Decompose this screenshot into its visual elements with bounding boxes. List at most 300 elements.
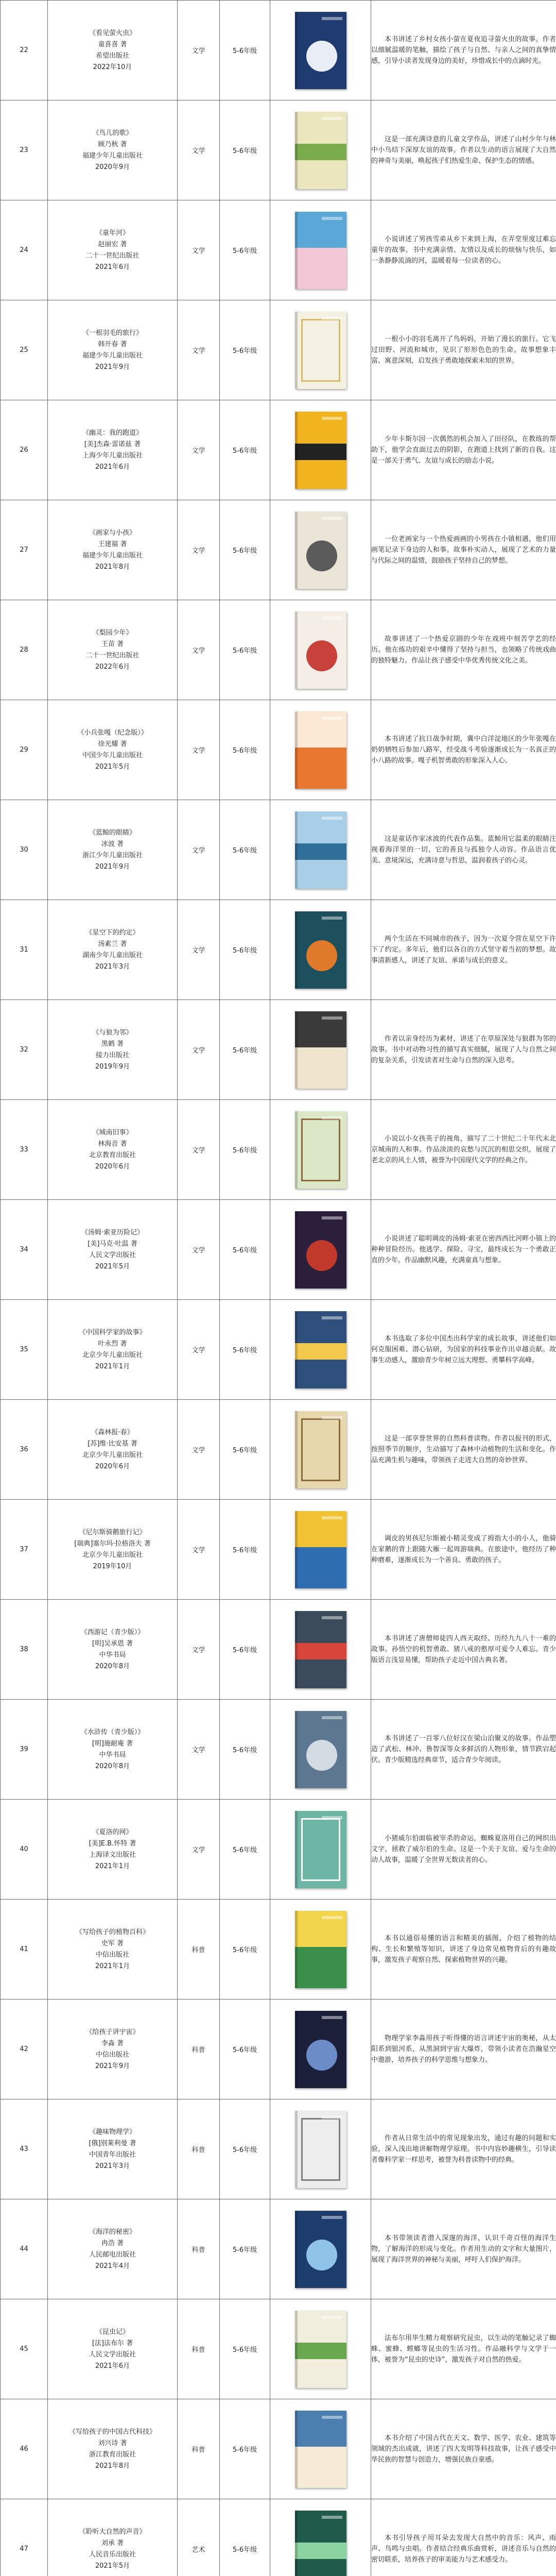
book-publisher: 人民邮电出版社 [89,2250,136,2259]
book-publish-date: 2020年6月 [95,1162,130,1171]
cover-art [306,1240,337,1271]
book-row [1,300,556,400]
book-cover-cell [270,2399,371,2499]
book-grade: 5-6年级 [220,100,270,200]
book-description: 这是童话作家冰波的代表作品集。蓝鲸用它温柔的眼睛注视着海洋里的一切，它的善良与孤独令人动容。作品语言优美、意境深远，充满诗意与哲思，温润着孩子的心灵。 [371,800,556,900]
book-category: 文学 [178,600,220,700]
book-cover-image [295,1311,346,1388]
book-author: 王苗 著 [101,640,124,648]
cover-spine [295,911,298,989]
book-author: [俄]别莱利曼 著 [89,2139,136,2147]
book-info [48,2099,178,2199]
book-cover-cell [270,500,371,600]
book-cover-cell [270,1999,371,2099]
book-info [48,900,178,1000]
book-category: 文学 [178,1500,220,1600]
book-author: 赵丽宏 著 [98,240,127,248]
book-publisher: 浙江少年儿童出版社 [82,851,143,859]
book-grade: 5-6年级 [220,200,270,300]
book-number: 29 [1,700,48,800]
book-category: 文学 [178,1000,220,1100]
book-info [48,2399,178,2499]
book-description: 本书引导孩子用耳朵去发现大自然中的音乐：风声、雨声、鸟鸣与虫唱。作者结合经典乐曲赏析，讲述音乐与自然的密切联系，培养孩子的审美能力与艺术感受力。 [371,2499,556,2576]
cover-art [295,444,346,460]
cover-highlight [322,17,342,20]
book-cover-cell [270,1500,371,1600]
book-publish-date: 2020年6月 [95,1462,130,1470]
book-publisher: 上海译文出版社 [89,1851,136,1859]
cover-spine [295,212,298,289]
book-publisher: 二十一世纪出版社 [85,251,140,260]
book-cover-cell [270,1800,371,1900]
book-cover-image [295,2011,346,2088]
book-grade: 5-6年级 [220,700,270,800]
cover-art [295,2543,346,2559]
book-row [1,1900,556,1999]
cover-spine [295,711,298,789]
book-info [48,1999,178,2099]
book-cover-image [295,1811,346,1888]
book-cover-cell [270,1300,371,1400]
book-cover-cell [270,1200,371,1300]
book-grade: 5-6年级 [220,2299,270,2399]
cover-art [306,940,337,971]
book-number: 37 [1,1500,48,1600]
book-info [48,2499,178,2576]
book-cover-image [295,2111,346,2188]
cover-highlight [322,317,342,320]
book-category: 文学 [178,300,220,400]
book-info [48,1,178,100]
book-description: 本书讲述了抗日战争时期，冀中白洋淀地区的少年张嘎在奶奶牺牲后参加八路军，经受战斗考验逐渐成长为一名真正的小八路的故事。嘎子机智勇敢的形象深入人心。 [371,700,556,800]
cover-art [295,843,346,860]
book-number: 22 [1,1,48,100]
book-publish-date: 2021年3月 [95,2162,130,2170]
book-row [1,1,556,100]
book-cover-cell [270,600,371,700]
book-info [48,1700,178,1800]
book-grade: 5-6年级 [220,600,270,700]
cover-spine [295,2311,298,2388]
book-cover-cell [270,800,371,900]
book-row [1,2199,556,2299]
book-row [1,1100,556,1200]
book-description: 法布尔用毕生精力观察研究昆虫，以生动的笔触记录了蜘蛛、蜜蜂、螳螂等昆虫的生活习性。作品融科学与文学于一体，被誉为“昆虫的史诗”，激发孩子对自然的热爱。 [371,2299,556,2399]
book-author: 韩开春 著 [98,340,127,348]
book-publisher: 人民文学出版社 [89,1251,136,1259]
book-info [48,2199,178,2299]
cover-highlight [322,2416,342,2419]
book-category: 文学 [178,1200,220,1300]
book-cover-cell [270,2299,371,2399]
book-description: 本书选取了多位中国杰出科学家的成长故事，讲述他们如何克服困难、潜心钻研，为国家的科技事业作出卓越贡献。故事生动感人，激励青少年树立远大理想、勇攀科学高峰。 [371,1300,556,1400]
cover-art [295,2343,346,2359]
book-number: 43 [1,2099,48,2199]
book-publisher: 福建少年儿童出版社 [82,551,143,560]
book-row [1,600,556,700]
cover-art [306,2240,337,2270]
cover-highlight [322,1316,342,1319]
book-category: 文学 [178,1800,220,1900]
cover-highlight [322,2316,342,2319]
cover-spine [295,1311,298,1388]
book-grade: 5-6年级 [220,500,270,600]
book-publish-date: 2021年8月 [95,563,130,571]
book-publish-date: 2021年4月 [95,2262,130,2270]
book-title: 《梨园少年》 [92,629,133,637]
book-description: 一根小小的羽毛离开了鸟妈妈，开始了漫长的旅行。它飞过田野、河流和城市，见识了形形色色的生命。故事想象丰富、寓意深刻，启发孩子勇敢地探索未知的世界。 [371,300,556,400]
cover-art [301,319,340,382]
book-number: 47 [1,2499,48,2576]
book-row [1,2499,556,2576]
cover-art [295,144,346,160]
book-cover-image [295,1211,346,1289]
book-author: 冰波 著 [101,840,124,848]
book-description: 这是一部享誉世界的自然科普读物。作者以报刊的形式，按照季节的顺序，生动描写了森林中动植物的生活和变化。作品充满生机与趣味，带领孩子走进大自然的奇妙世界。 [371,1400,556,1500]
book-list-body [1,1,556,2576]
cover-spine [295,1811,298,1888]
book-publish-date: 2021年1月 [95,1962,130,1970]
book-row [1,500,556,600]
book-publisher: 中国少年儿童出版社 [82,751,143,759]
cover-art [301,1418,340,1481]
book-publisher: 希望出版社 [95,52,129,60]
book-grade: 5-6年级 [220,800,270,900]
book-publish-date: 2021年1月 [95,1362,130,1370]
book-number: 28 [1,600,48,700]
book-number: 30 [1,800,48,900]
book-cover-cell [270,1600,371,1700]
book-number: 46 [1,2399,48,2499]
book-grade: 5-6年级 [220,1000,270,1100]
book-title: 《昆虫记》 [95,2328,129,2336]
book-row [1,200,556,300]
book-number: 33 [1,1100,48,1200]
cover-spine [295,1411,298,1488]
book-cover-cell [270,400,371,500]
cover-highlight [322,2516,342,2519]
book-cover-image [295,212,346,289]
book-cover-image [295,112,346,189]
book-info [48,500,178,600]
book-grade: 5-6年级 [220,1600,270,1700]
book-number: 39 [1,1700,48,1800]
cover-spine [295,2111,298,2188]
book-description: 本书讲述了乡村女孩小萤在夏夜追寻萤火虫的故事。作者以细腻温暖的笔触，描绘了孩子与自然、与亲人之间的真挚情感，引导小读者发现身边的美好，珍惜成长中的点滴时光。 [371,1,556,100]
book-cover-image [295,1911,346,1988]
book-grade: 5-6年级 [220,1900,270,1999]
book-cover-image [295,412,346,489]
cover-spine [295,1711,298,1788]
book-cover-image [295,2311,346,2388]
book-publisher: 湖南少年儿童出版社 [82,951,143,959]
cover-spine [295,1011,298,1089]
book-publish-date: 2020年9月 [95,163,130,171]
book-row [1,400,556,500]
book-publish-date: 2021年6月 [95,463,130,471]
book-description: 少年卡斯尔因一次偶然的机会加入了田径队，在教练的帮助下，他学会直面过去的阴影，在跑道上找到了新的自我。这是一部关于勇气、友谊与成长的励志小说。 [371,400,556,500]
book-title: 《与狼为邻》 [92,1028,133,1037]
book-publisher: 福建少年儿童出版社 [82,351,143,360]
book-number: 41 [1,1900,48,1999]
book-row [1,1500,556,1600]
book-title: 《西游记（青少版）》 [80,1628,145,1636]
cover-spine [295,2411,298,2488]
book-title: 《海洋的秘密》 [89,2228,136,2236]
book-author: [瑞典]塞尔玛·拉格洛夫 著 [74,1539,151,1548]
cover-highlight [322,2016,342,2019]
book-cover-image [295,1611,346,1688]
book-info [48,600,178,700]
book-publish-date: 2019年9月 [95,1062,130,1071]
book-grade: 5-6年级 [220,1500,270,1600]
book-author: [美]马克·吐温 著 [88,1240,137,1248]
cover-spine [295,811,298,889]
cover-highlight [322,617,342,620]
book-info [48,700,178,800]
book-author: 林海音 著 [98,1140,127,1148]
book-publish-date: 2020年8月 [95,1662,130,1670]
book-row [1,1800,556,1900]
book-publisher: 人民音乐出版社 [89,2550,136,2558]
book-publish-date: 2021年5月 [95,762,130,771]
book-title: 《写给孩子的植物百科》 [75,1928,149,1936]
book-cover-cell [270,1700,371,1800]
book-cover-image [295,612,346,689]
book-publisher: 北京教育出版社 [89,1151,136,1159]
book-row [1,2299,556,2399]
book-author: 黑鹤 著 [101,1040,124,1048]
book-row [1,100,556,200]
cover-highlight [322,1016,342,1020]
cover-highlight [322,1616,342,1619]
book-author: 王建福 著 [98,540,127,548]
book-author: 史军 著 [101,1939,124,1947]
book-cover-image [295,1111,346,1189]
book-author: 李淼 著 [101,2039,124,2047]
book-cover-image [295,711,346,789]
book-number: 45 [1,2299,48,2399]
book-number: 34 [1,1200,48,1300]
book-number: 27 [1,500,48,600]
cover-spine [295,312,298,389]
book-cover-image [295,1511,346,1588]
book-number: 36 [1,1400,48,1500]
book-description: 小说以小女孩英子的视角，描写了二十世纪二十年代末北京城南的人和事。作品淡淡的哀愁与沉沉的相思交织，展现了老北京的风土人情，被誉为中国现代文学的经典之作。 [371,1100,556,1200]
cover-highlight [322,417,342,420]
book-cover-cell [270,2199,371,2299]
book-publish-date: 2020年8月 [95,1762,130,1770]
cover-art [306,2040,337,2071]
book-category: 文学 [178,1400,220,1500]
book-description: 两个生活在不同城市的孩子，因为一次夏令营在星空下许下了约定。多年后，他们以各自的方式坚守着当初的梦想。故事清新感人，讲述了友谊、承诺与成长的意义。 [371,900,556,1000]
book-info [48,1600,178,1700]
book-title: 《幽灵：我的跑道》 [82,429,143,437]
book-category: 科普 [178,2299,220,2399]
book-category: 科普 [178,1999,220,2099]
book-cover-image [295,1411,346,1488]
book-description: 故事讲述了一个热爱京剧的少年在戏班中刻苦学艺的经历。他在练功的艰辛中懂得了坚持与担当，也领略了传统戏曲的独特魅力。作品让孩子感受中华优秀传统文化之美。 [371,600,556,700]
book-description: 小猪威尔伯面临被宰杀的命运，蜘蛛夏洛用自己的网织出文字，拯救了威尔伯的生命。这是一个关于友谊、爱与生命的动人故事，温暖了全世界无数读者的心。 [371,1800,556,1900]
book-cover-image [295,811,346,889]
cover-art [306,41,337,72]
book-publish-date: 2021年5月 [95,2562,130,2570]
book-grade: 5-6年级 [220,2199,270,2299]
book-publisher: 中华书局 [99,1751,126,1759]
book-number: 35 [1,1300,48,1400]
book-info [48,1300,178,1400]
book-publisher: 中华书局 [99,1651,126,1659]
book-info [48,200,178,300]
book-grade: 5-6年级 [220,900,270,1000]
cover-spine [295,1911,298,1988]
book-description: 本书以通俗易懂的语言和精美的插图，介绍了植物的结构、生长和繁殖等知识，讲述了身边常见植物背后的有趣故事，激发孩子观察自然、探索植物世界的兴趣。 [371,1900,556,1999]
book-description: 一位老画家与一个热爱画画的小男孩在小镇相遇，他们用画笔记录下身边的人和事。故事朴实动人，展现了艺术的力量与代际之间的温情，鼓励孩子坚持自己的梦想。 [371,500,556,600]
book-category: 文学 [178,400,220,500]
book-title: 《小兵张嘎（纪念版）》 [77,728,148,737]
book-publisher: 中国青年出版社 [89,2150,136,2159]
book-category: 文学 [178,900,220,1000]
book-author: [明]施耐庵 著 [92,1739,133,1748]
book-title: 《鸟儿的歌》 [92,129,133,137]
book-cover-cell [270,100,371,200]
book-category: 艺术 [178,2499,220,2576]
book-title: 《中国科学家的故事》 [79,1328,146,1336]
book-author: [明]吴承恩 著 [92,1639,133,1648]
book-title: 《森林报·春》 [91,1428,134,1436]
cover-spine [295,1111,298,1189]
book-publisher: 北京少年儿童出版社 [82,1351,143,1359]
cover-highlight [322,517,342,520]
book-publisher: 人民文学出版社 [89,2350,136,2359]
book-row [1,1600,556,1700]
book-info [48,1100,178,1200]
book-number: 40 [1,1800,48,1900]
book-cover-image [295,512,346,589]
cover-highlight [322,917,342,920]
book-row [1,900,556,1000]
book-category: 文学 [178,1,220,100]
cover-art [306,1740,337,1771]
book-cover-image [295,2411,346,2488]
book-row [1,2399,556,2499]
book-publish-date: 2022年6月 [95,663,130,671]
book-title: 《尼尔斯骑鹅旅行记》 [79,1528,146,1536]
book-cover-cell [270,1,371,100]
book-publish-date: 2021年6月 [95,263,130,271]
book-author: 汤素兰 著 [98,940,127,948]
book-author: 徐光耀 著 [98,740,127,748]
book-publisher: 接力出版社 [95,1051,129,1059]
book-info [48,1000,178,1100]
book-category: 科普 [178,1900,220,1999]
cover-highlight [322,117,342,120]
book-grade: 5-6年级 [220,300,270,400]
book-author: [美]杰森·雷诺兹 著 [84,440,141,448]
book-description: 调皮的男孩尼尔斯被小精灵变成了拇指大小的小人，他骑在家鹅的背上跟随大雁一起周游瑞典。在旅途中，他经历了种种磨难，逐渐成长为一个善良、勇敢的孩子。 [371,1500,556,1600]
book-category: 文学 [178,1300,220,1400]
book-publish-date: 2021年9月 [95,862,130,871]
book-cover-cell [270,300,371,400]
book-title: 《水浒传（青少版）》 [80,1728,145,1736]
cover-highlight [322,1216,342,1219]
book-cover-cell [270,200,371,300]
book-author: [法]法布尔 著 [92,2339,133,2347]
cover-spine [295,2511,298,2576]
book-number: 32 [1,1000,48,1100]
book-description: 本书介绍了中国古代在天文、数学、医学、农业、建筑等领域的杰出成就，讲述了四大发明等科技故事，让孩子感受中华民族的智慧与创造力，增强民族自豪感。 [371,2399,556,2499]
book-publish-date: 2021年9月 [95,2062,130,2070]
book-number: 26 [1,400,48,500]
book-description: 本书讲述了唐僧师徒四人西天取经、历经九九八十一难的故事。孙悟空的机智勇敢、猪八戒的憨厚可爱令人难忘。青少版语言浅显易懂，帮助孩子走近中国古典名著。 [371,1600,556,1700]
book-publisher: 上海少年儿童出版社 [82,451,143,460]
book-category: 科普 [178,2199,220,2299]
book-cover-image [295,12,346,89]
book-category: 文学 [178,800,220,900]
book-publish-date: 2019年10月 [93,1562,132,1570]
cover-spine [295,1211,298,1289]
book-cover-image [295,1711,346,1788]
book-grade: 5-6年级 [220,1100,270,1200]
book-row [1,1999,556,2099]
book-cover-cell [270,1900,371,1999]
book-title: 《夏洛的网》 [92,1828,133,1836]
book-cover-image [295,312,346,389]
cover-spine [295,1611,298,1688]
book-number: 38 [1,1600,48,1700]
cover-highlight [322,1416,342,1419]
book-cover-cell [270,700,371,800]
book-row [1,700,556,800]
book-category: 文学 [178,1100,220,1200]
cover-highlight [322,717,342,720]
book-cover-cell [270,1400,371,1500]
book-row [1,1400,556,1500]
book-category: 文学 [178,700,220,800]
book-publisher: 北京少年儿童出版社 [82,1551,143,1559]
book-publisher: 浙江教育出版社 [89,2450,136,2459]
cover-art [295,1343,346,1360]
book-number: 44 [1,2199,48,2299]
cover-spine [295,1511,298,1588]
book-number: 25 [1,300,48,400]
book-row [1,1200,556,1300]
book-title: 《星空下的约定》 [85,928,140,937]
cover-highlight [322,2216,342,2219]
book-title: 《看见萤火虫》 [89,29,136,37]
book-category: 文学 [178,100,220,200]
book-title: 《城南旧事》 [92,1128,133,1137]
book-cover-cell [270,2099,371,2199]
book-cover-image [295,1011,346,1089]
book-grade: 5-6年级 [220,1999,270,2099]
book-description: 物理学家李淼用孩子听得懂的语言讲述宇宙的奥秘，从太阳系到银河系，从黑洞到宇宙大爆炸，带领小读者在浩瀚星空中遨游，培养孩子的科学思维与想象力。 [371,1999,556,2099]
cover-spine [295,612,298,689]
book-grade: 5-6年级 [220,1800,270,1900]
cover-art [301,1118,340,1181]
book-publisher: 北京少年儿童出版社 [82,1451,143,1459]
book-publish-date: 2021年5月 [95,1262,130,1270]
cover-highlight [322,1916,342,1919]
book-category: 文学 [178,200,220,300]
book-publish-date: 2021年8月 [95,2462,130,2470]
book-info [48,1800,178,1900]
book-cover-cell [270,1000,371,1100]
book-cover-image [295,2211,346,2288]
book-grade: 5-6年级 [220,2499,270,2576]
book-grade: 5-6年级 [220,2399,270,2499]
book-grade: 5-6年级 [220,1300,270,1400]
